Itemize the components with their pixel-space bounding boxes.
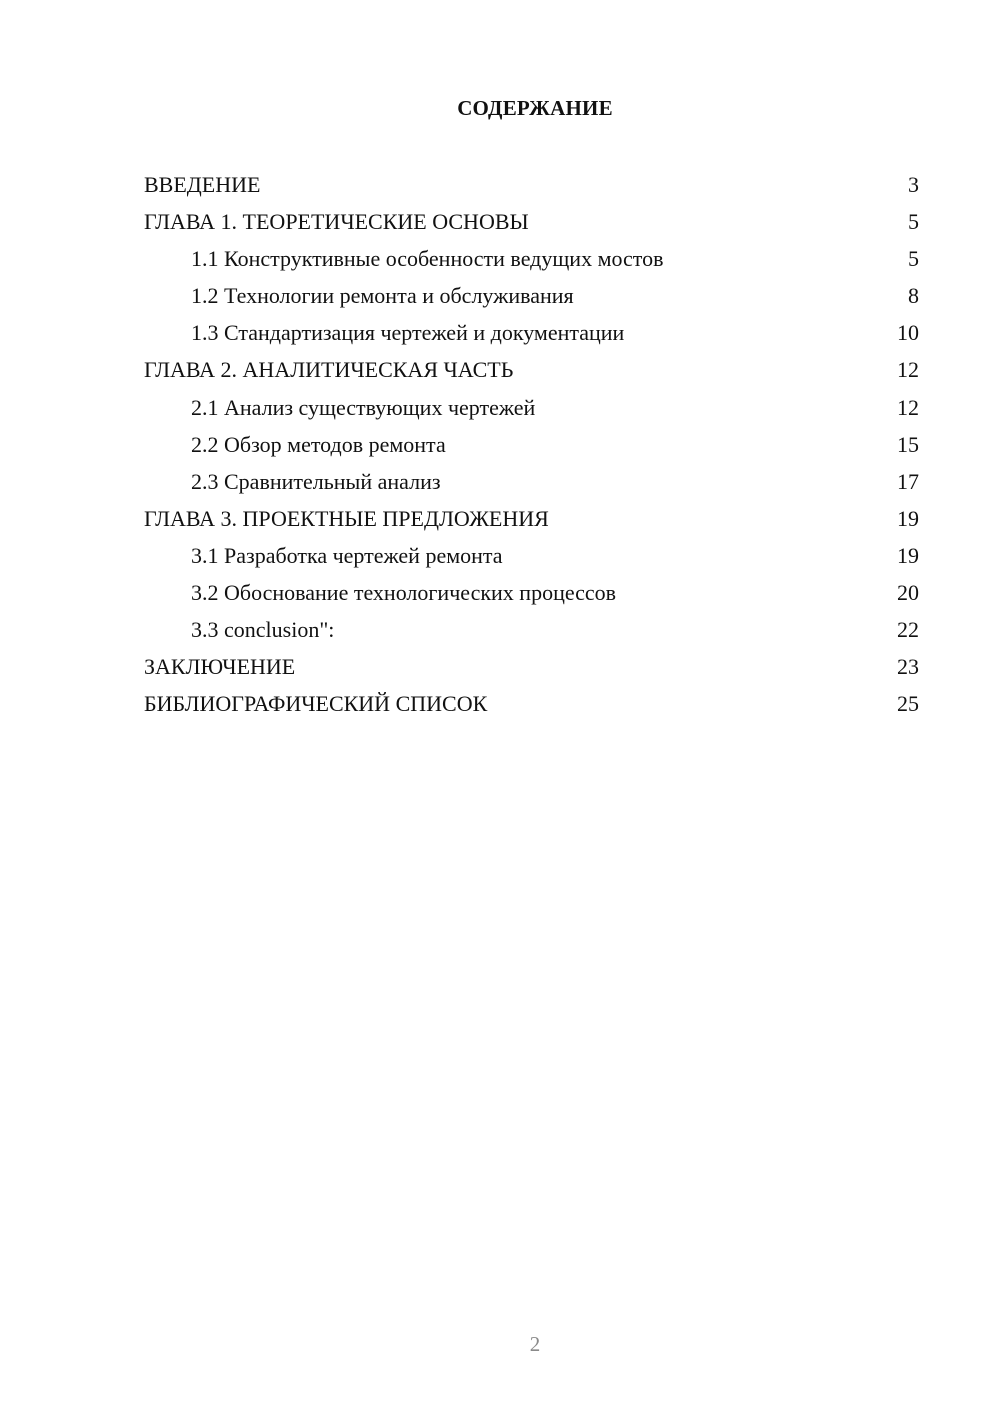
toc-entry-label: ГЛАВА 1. ТЕОРЕТИЧЕСКИЕ ОСНОВЫ xyxy=(144,209,529,235)
toc-entry-label: 2.2 Обзор методов ремонта xyxy=(191,431,446,457)
toc-entry-label: 2.3 Сравнительный анализ xyxy=(191,468,441,494)
toc-entry-section-2-1[interactable] xyxy=(144,389,919,426)
toc-entry-page: 5 xyxy=(908,246,919,272)
toc-entry-section-2-2[interactable] xyxy=(144,426,919,463)
toc-entry-page: 20 xyxy=(897,580,919,606)
toc-entry-section-1-3[interactable] xyxy=(144,314,919,351)
toc-entry-label: ВВЕДЕНИЕ xyxy=(144,172,261,197)
toc-entry-introduction[interactable] xyxy=(144,166,919,203)
toc-entry-page: 5 xyxy=(908,209,919,235)
toc-entry-label: ГЛАВА 2. АНАЛИТИЧЕСКАЯ ЧАСТЬ xyxy=(144,357,514,383)
toc-entry-page: 19 xyxy=(897,505,919,531)
toc-entry-chapter-1[interactable] xyxy=(144,203,919,240)
toc-entry-chapter-2[interactable] xyxy=(144,351,919,388)
toc-entry-chapter-3[interactable] xyxy=(144,500,919,537)
toc-entry-label: ГЛАВА 3. ПРОЕКТНЫЕ ПРЕДЛОЖЕНИЯ xyxy=(144,505,549,531)
toc-entry-label: 1.3 Стандартизация чертежей и документации xyxy=(191,320,625,346)
toc-entry-section-3-1[interactable] xyxy=(144,537,919,574)
toc-entry-label: 1.1 Конструктивные особенности ведущих мостов xyxy=(191,246,664,272)
toc-entry-section-2-3[interactable] xyxy=(144,463,919,500)
toc-entry-label: 3.2 Обоснование технологических процессов xyxy=(191,580,617,606)
toc-entry-label: 3.1 Разработка чертежей ремонта xyxy=(191,542,503,568)
toc-title: СОДЕРЖАНИЕ xyxy=(457,96,613,120)
toc-entry-label: ЗАКЛЮЧЕНИЕ xyxy=(144,654,296,680)
toc-entry-section-1-1[interactable] xyxy=(144,240,919,277)
toc-entry-page: 25 xyxy=(897,691,919,717)
toc-entry-page: 17 xyxy=(897,468,919,494)
toc-entry-label: 1.2 Технологии ремонта и обслуживания xyxy=(191,283,574,309)
toc-entry-section-3-3[interactable] xyxy=(144,611,919,648)
toc-entry-section-3-2[interactable] xyxy=(144,574,919,611)
toc-entry-bibliography[interactable] xyxy=(144,685,919,722)
page-number: 2 xyxy=(529,1332,541,1356)
toc-entry-page: 12 xyxy=(897,394,919,420)
toc-entry-page: 10 xyxy=(897,320,919,346)
toc-entry-page: 23 xyxy=(897,654,919,680)
toc-entry-page: 3 xyxy=(908,172,919,197)
toc-entry-conclusion[interactable] xyxy=(144,648,919,685)
toc-entry-page: 8 xyxy=(908,283,919,309)
toc-entry-page: 19 xyxy=(897,542,919,568)
toc-entry-page: 22 xyxy=(897,617,919,643)
toc-entry-label: 2.1 Анализ существующих чертежей xyxy=(191,394,536,420)
toc-entry-page: 12 xyxy=(897,357,919,383)
toc-entry-page: 15 xyxy=(897,431,919,457)
toc-entry-label: БИБЛИОГРАФИЧЕСКИЙ СПИСОК xyxy=(144,691,488,717)
table-of-contents xyxy=(144,166,919,722)
toc-entry-section-1-2[interactable] xyxy=(144,277,919,314)
toc-entry-label: 3.3 conclusion": xyxy=(191,617,335,643)
